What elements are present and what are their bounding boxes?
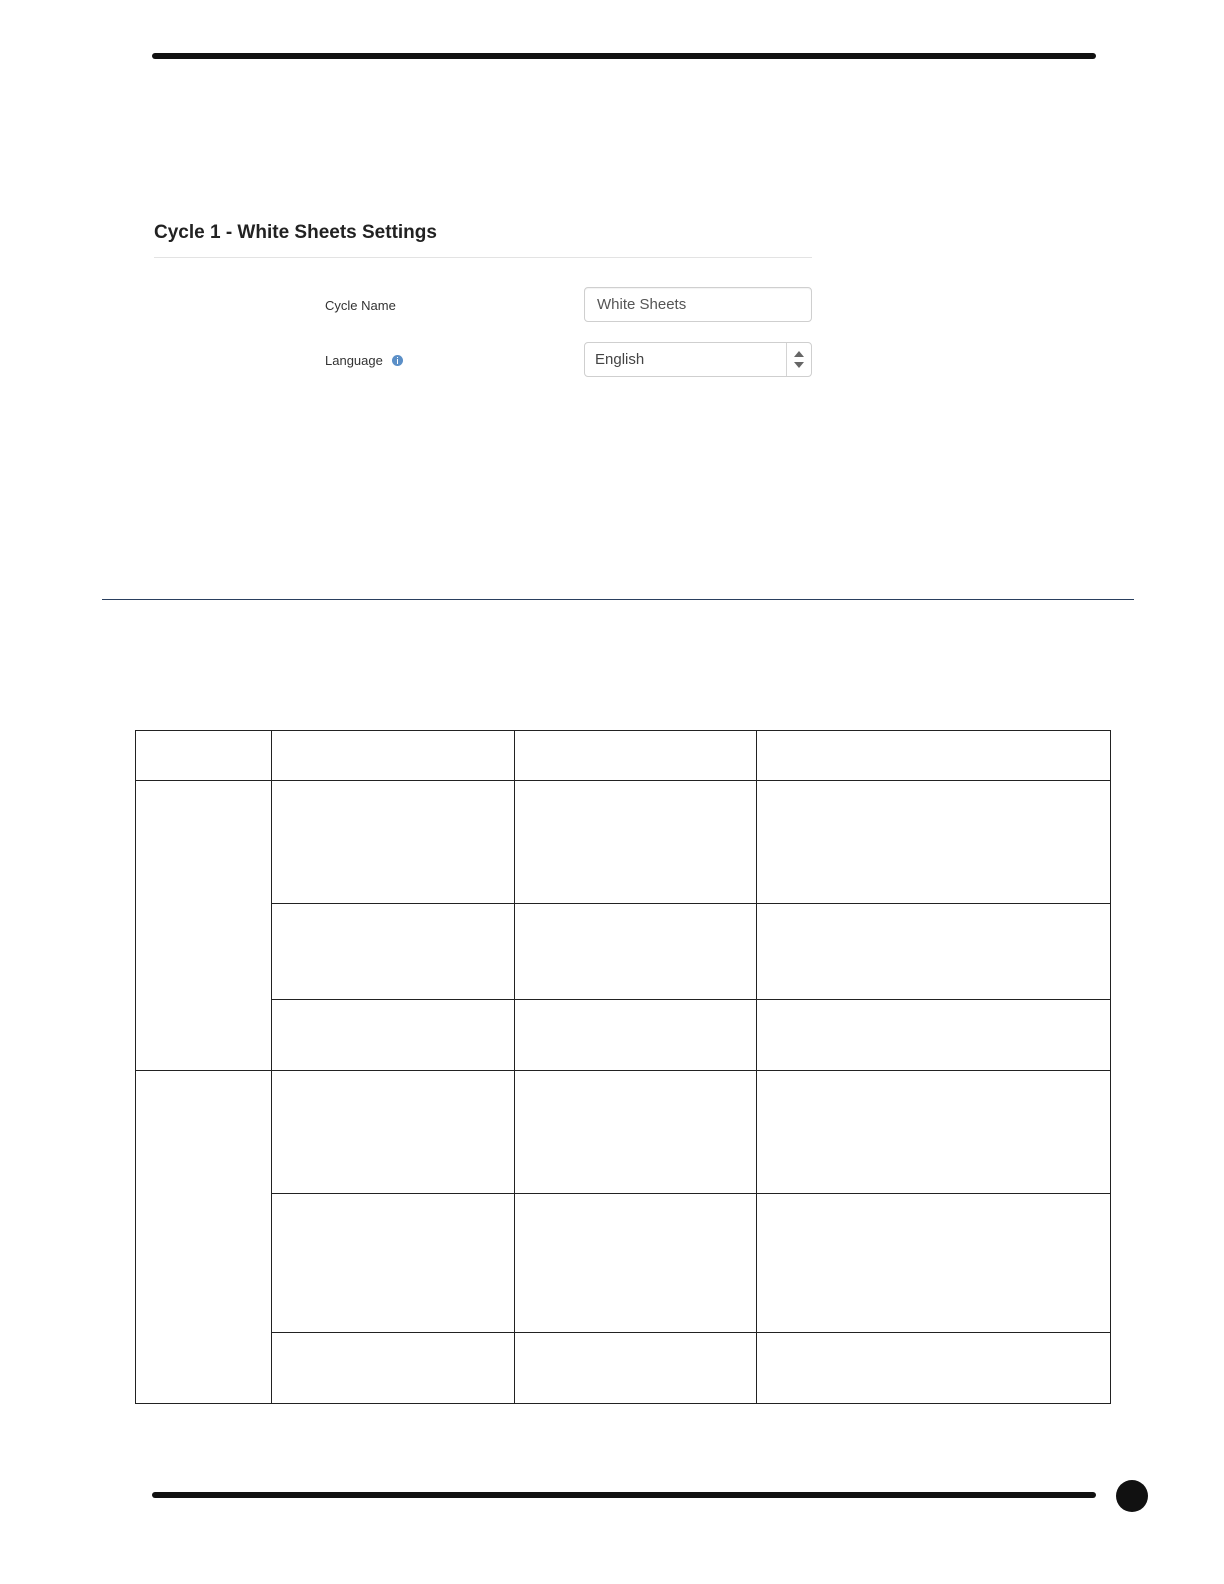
language-select-value: English [595,351,645,368]
table-row [136,781,1111,904]
settings-divider [154,257,812,258]
table-cell [272,731,515,781]
table-cell [757,1000,1111,1071]
table-row [136,1071,1111,1194]
table-cell [136,731,272,781]
table-row [136,1000,1111,1071]
bottom-rule [152,1492,1096,1498]
table-cell [272,1000,515,1071]
table-cell [515,1194,757,1333]
language-select[interactable] [584,342,812,377]
language-label-row [325,353,403,368]
cycle-name-input[interactable] [584,287,812,322]
table-group-cell [136,1071,272,1404]
table-cell [272,781,515,904]
arrow-down-icon [794,362,804,368]
table-cell [515,781,757,904]
table-cell [515,731,757,781]
table-cell [272,1194,515,1333]
page-marker-dot [1116,1480,1148,1512]
table-cell [515,1071,757,1194]
settings-title: Cycle 1 - White Sheets Settings [154,222,437,243]
language-label: Language [325,353,383,368]
top-rule [152,53,1096,59]
table-cell [272,904,515,1000]
table-cell [272,1071,515,1194]
table-header-row [136,731,1111,781]
table-cell [515,1333,757,1404]
table-cell [515,904,757,1000]
table-row [136,1333,1111,1404]
updown-arrows-icon [786,343,811,376]
empty-table [135,730,1111,1404]
table-cell [757,781,1111,904]
table-row [136,904,1111,1000]
info-icon[interactable] [392,355,403,366]
table-group-cell [136,781,272,1071]
table-cell [757,1071,1111,1194]
table-cell [272,1333,515,1404]
cycle-name-label: Cycle Name [325,298,396,313]
table-cell [757,904,1111,1000]
table-cell [757,1194,1111,1333]
section-divider [102,599,1134,600]
arrow-up-icon [794,351,804,357]
table-row [136,1194,1111,1333]
table-cell [515,1000,757,1071]
table-cell [757,731,1111,781]
table-cell [757,1333,1111,1404]
